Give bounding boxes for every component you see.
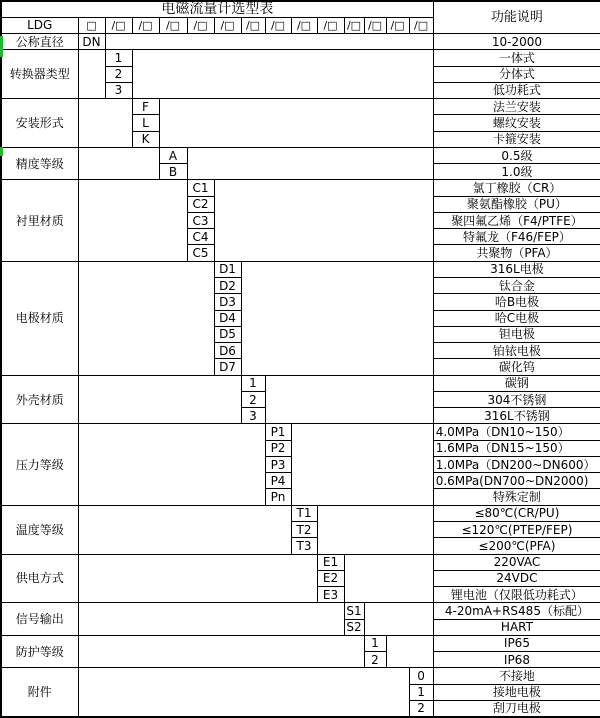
option-function: IP65 [433, 635, 600, 651]
option-function: 0.6MPa(DN700~DN2000) [433, 473, 600, 489]
option-function: IP68 [433, 652, 600, 668]
option-function: 1.0级 [433, 164, 600, 180]
option-function: 氯丁橡胶（CR） [433, 180, 600, 196]
option-function: 4.0MPa（DN10~150） [433, 424, 600, 440]
option-function: 特殊定制 [433, 489, 600, 505]
option-function: 分体式 [433, 66, 600, 82]
option-code: P4 [265, 473, 291, 489]
selection-filler [78, 635, 364, 668]
option-function: 低功耗式 [433, 82, 600, 98]
option-code: 0 [409, 668, 433, 684]
selection-filler [187, 147, 433, 180]
option-function: 不接地 [433, 668, 600, 684]
selection-filler [78, 424, 265, 505]
option-function: 接地电极 [433, 684, 600, 700]
table-row [1, 554, 600, 570]
category-label: 供电方式 [1, 554, 78, 603]
selection-filler [78, 99, 132, 148]
model-box-dn: □ [78, 17, 105, 33]
category-label: 安装形式 [1, 99, 78, 148]
selection-filler [78, 668, 409, 717]
table-row [1, 1, 600, 17]
category-label: 温度等级 [1, 505, 78, 554]
selection-filler [386, 635, 433, 668]
category-label: 公称直径 [1, 34, 78, 50]
option-code: D4 [214, 310, 241, 326]
option-code: F [132, 99, 159, 115]
selection-filler [78, 505, 291, 554]
option-code: D7 [214, 359, 241, 375]
category-label: 精度等级 [1, 147, 78, 180]
option-function: 316L不锈钢 [433, 408, 600, 424]
option-code: P3 [265, 456, 291, 472]
table-row [1, 34, 600, 50]
option-function: 卡箍安装 [433, 131, 600, 147]
option-code: 2 [105, 66, 132, 82]
option-code: P1 [265, 424, 291, 440]
option-function: 10-2000 [433, 34, 600, 50]
green-edge-artifact [0, 36, 3, 57]
option-function: 4-20mA+RS485（标配） [433, 603, 600, 619]
option-code: T2 [291, 522, 317, 538]
option-code: S2 [344, 619, 364, 635]
option-code: T3 [291, 538, 317, 554]
option-function: 铂铱电极 [433, 343, 600, 359]
selection-filler [78, 375, 241, 424]
option-function: 共聚物（PFA） [433, 245, 600, 261]
option-function: 24VDC [433, 570, 600, 586]
table-row [1, 99, 600, 115]
selection-filler [78, 180, 187, 261]
option-code: C3 [187, 212, 214, 228]
option-code: D5 [214, 326, 241, 342]
option-function: 0.5级 [433, 147, 600, 163]
option-code: 2 [241, 391, 265, 407]
option-function: HART [433, 619, 600, 635]
option-function: 1.6MPa（DN15~150） [433, 440, 600, 456]
selection-filler [159, 99, 433, 148]
option-function: 1.0MPa（DN200~DN600） [433, 456, 600, 472]
option-code: DN [78, 34, 105, 50]
option-function: 法兰安装 [433, 99, 600, 115]
option-code: C2 [187, 196, 214, 212]
table-row [1, 505, 600, 521]
table-row [1, 668, 600, 684]
category-label: 信号输出 [1, 603, 78, 636]
model-slot: /□ [344, 17, 364, 33]
model-slot: /□ [386, 17, 409, 33]
selection-filler [78, 261, 214, 375]
selection-filler [317, 505, 433, 554]
table-row [1, 147, 600, 163]
option-code: D3 [214, 294, 241, 310]
option-code: L [132, 115, 159, 131]
option-function: 聚四氟乙烯（F4/PTFE） [433, 212, 600, 228]
category-label: 外壳材质 [1, 375, 78, 424]
model-prefix: LDG [1, 17, 78, 33]
option-code: K [132, 131, 159, 147]
selection-filler [291, 424, 433, 505]
option-function: 碳钢 [433, 375, 600, 391]
table-row [1, 375, 600, 391]
category-label: 防护等级 [1, 635, 78, 668]
table-row [1, 261, 600, 277]
model-slot: /□ [291, 17, 317, 33]
option-function: 螺纹安装 [433, 115, 600, 131]
option-function: ≤120℃(PTEP/FEP) [433, 522, 600, 538]
option-code: 1 [241, 375, 265, 391]
option-function: 哈B电极 [433, 294, 600, 310]
option-code: C1 [187, 180, 214, 196]
category-label: 附件 [1, 668, 78, 717]
model-slot: /□ [105, 17, 132, 33]
category-label: 转换器类型 [1, 50, 78, 99]
selection-filler [132, 50, 433, 99]
option-code: 3 [105, 82, 132, 98]
option-code: P2 [265, 440, 291, 456]
option-code: 2 [409, 700, 433, 716]
option-function: 刮刀电极 [433, 700, 600, 716]
function-column-header: 功能说明 [433, 1, 600, 34]
category-label: 衬里材质 [1, 180, 78, 261]
table-row [1, 635, 600, 651]
option-code: E3 [317, 587, 344, 603]
model-slot: /□ [214, 17, 241, 33]
selection-filler [214, 180, 433, 261]
option-code: A [159, 147, 187, 163]
table-row [1, 50, 600, 66]
option-function: 钛合金 [433, 278, 600, 294]
option-code: E2 [317, 570, 344, 586]
green-edge-artifact [0, 147, 3, 156]
table-title: 电磁流量计选型表 [1, 1, 433, 17]
model-slot: /□ [187, 17, 214, 33]
option-code: 1 [364, 635, 386, 651]
model-slot: /□ [159, 17, 187, 33]
selection-filler [265, 375, 433, 424]
option-code: T1 [291, 505, 317, 521]
option-code: E1 [317, 554, 344, 570]
selection-filler [78, 554, 317, 603]
selection-filler [78, 50, 105, 99]
table-row [1, 424, 600, 440]
option-code: C5 [187, 245, 214, 261]
selection-filler [364, 603, 433, 636]
option-code: 1 [409, 684, 433, 700]
model-slot: /□ [317, 17, 344, 33]
category-label: 电极材质 [1, 261, 78, 375]
option-code: 2 [364, 652, 386, 668]
option-function: 聚氨酯橡胶（PU） [433, 196, 600, 212]
option-function: 锂电池（仅限低功耗式） [433, 587, 600, 603]
option-code: D6 [214, 343, 241, 359]
option-function: 316L电极 [433, 261, 600, 277]
category-label: 压力等级 [1, 424, 78, 505]
selection-filler [344, 554, 433, 603]
model-slot: /□ [409, 17, 433, 33]
option-code: S1 [344, 603, 364, 619]
option-code: Pn [265, 489, 291, 505]
option-code: C4 [187, 229, 214, 245]
model-slot: /□ [132, 17, 159, 33]
selection-filler [78, 603, 344, 636]
option-function: ≤200℃(PFA) [433, 538, 600, 554]
selection-filler [78, 147, 159, 180]
option-code: B [159, 164, 187, 180]
option-function: 一体式 [433, 50, 600, 66]
option-code: D1 [214, 261, 241, 277]
option-function: 哈C电极 [433, 310, 600, 326]
option-function: 304不锈钢 [433, 391, 600, 407]
table-row [1, 180, 600, 196]
selection-filler [241, 261, 433, 375]
model-slot: /□ [241, 17, 265, 33]
option-code: 1 [105, 50, 132, 66]
option-function: 碳化钨 [433, 359, 600, 375]
table-row [1, 603, 600, 619]
option-function: 特氟龙（F46/FEP） [433, 229, 600, 245]
option-code: D2 [214, 278, 241, 294]
model-slot: /□ [265, 17, 291, 33]
option-function: 钽电极 [433, 326, 600, 342]
option-function: ≤80℃(CR/PU) [433, 505, 600, 521]
selection-filler [105, 34, 433, 50]
model-slot: /□ [364, 17, 386, 33]
option-code: 3 [241, 408, 265, 424]
option-function: 220VAC [433, 554, 600, 570]
